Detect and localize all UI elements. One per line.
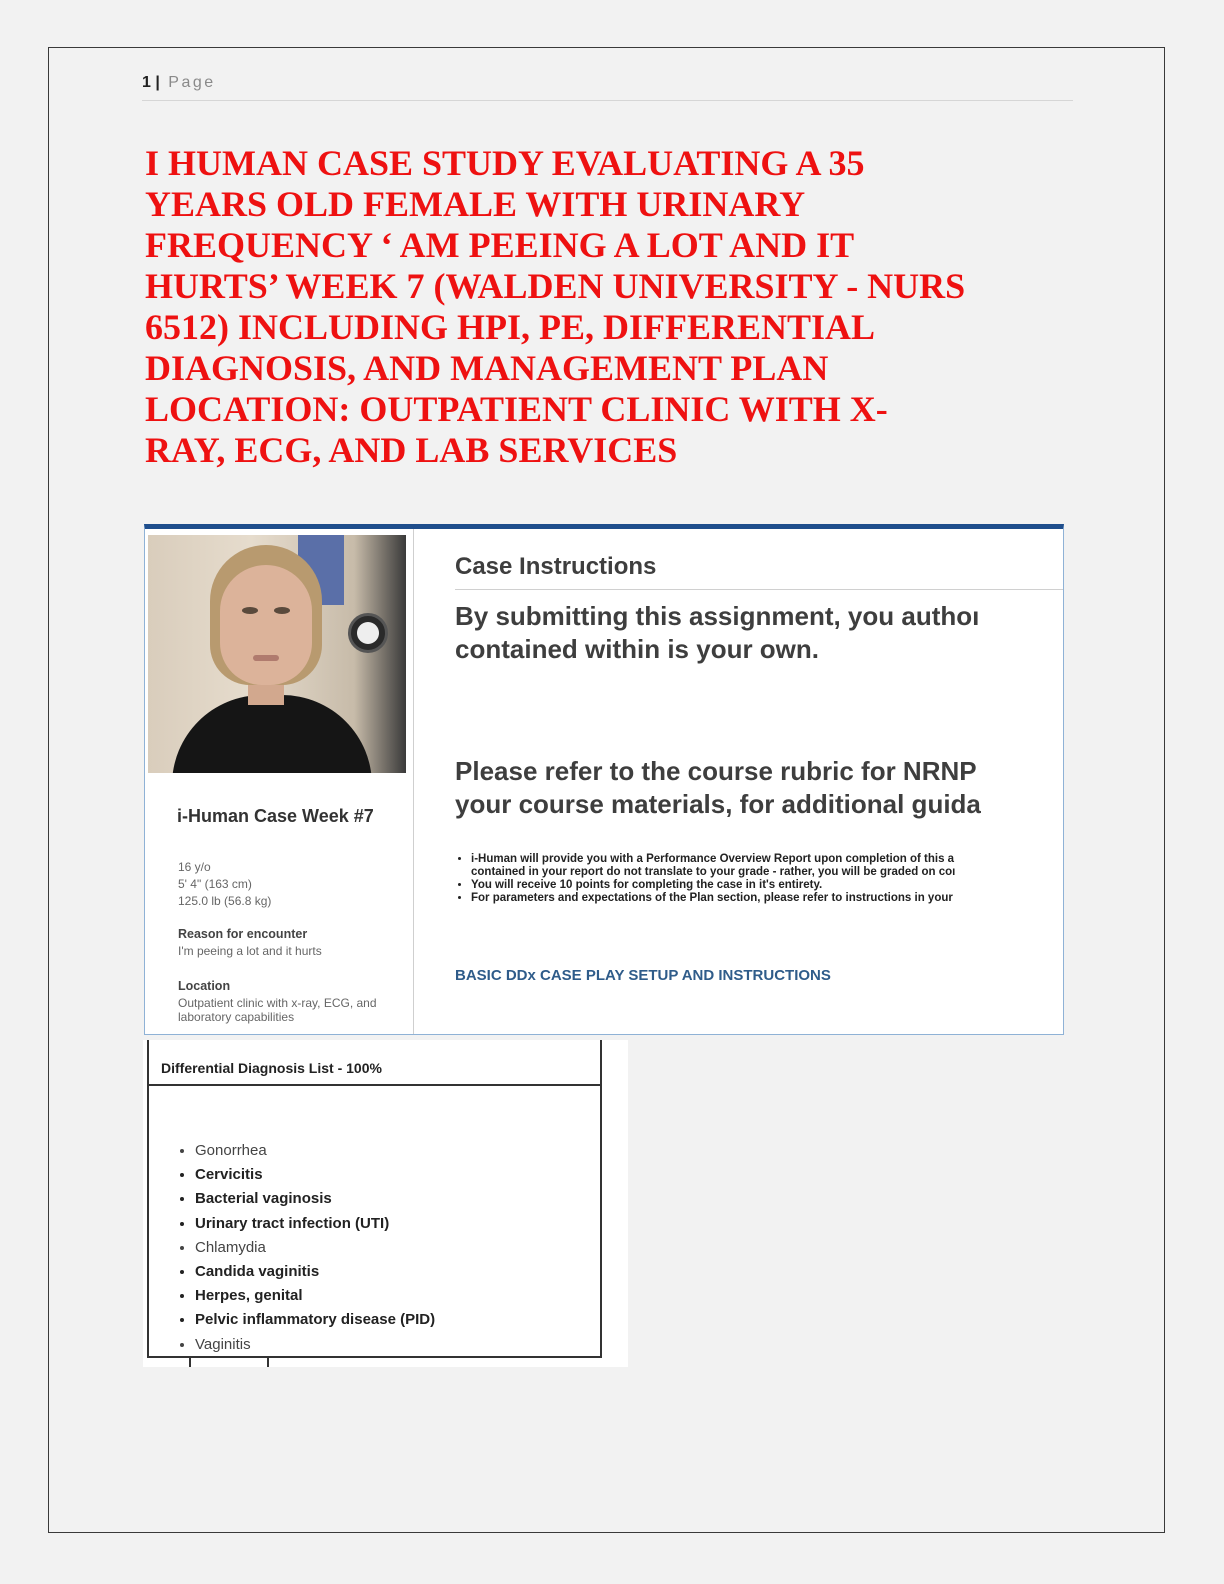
patient-face bbox=[220, 565, 312, 685]
patient-weight: 125.0 lb (56.8 kg) bbox=[178, 894, 272, 908]
title-line: LOCATION: OUTPATIENT CLINIC WITH X- bbox=[145, 389, 888, 429]
instruction-bullet: • You will receive 10 points for completing the case in it's entirety. bbox=[471, 879, 1064, 892]
reason-label: Reason for encounter bbox=[178, 927, 308, 941]
title-line: RAY, ECG, AND LAB SERVICES bbox=[145, 430, 678, 470]
instruction-bullets bbox=[455, 853, 1064, 905]
patient-mouth bbox=[253, 655, 279, 661]
instructions-title: Case Instructions bbox=[455, 553, 657, 580]
table-divider-tick bbox=[189, 1358, 191, 1367]
title-line: DIAGNOSIS, AND MANAGEMENT PLAN bbox=[145, 348, 829, 388]
reason-value: I'm peeing a lot and it hurts bbox=[178, 944, 322, 958]
title-line: 6512) INCLUDING HPI, PE, DIFFERENTIAL bbox=[145, 307, 876, 347]
page-header bbox=[142, 74, 1073, 101]
ddx-item: • Chlamydia bbox=[195, 1236, 435, 1260]
patient-eye-left bbox=[242, 607, 258, 614]
page-separator: | bbox=[155, 74, 160, 91]
patient-panel bbox=[145, 529, 414, 1035]
instructions-divider bbox=[455, 589, 1064, 590]
patient-eye-right bbox=[274, 607, 290, 614]
patient-stats bbox=[178, 859, 271, 910]
patient-shirt bbox=[172, 695, 372, 773]
instructions-panel bbox=[414, 529, 1064, 1035]
blood-pressure-gauge-icon bbox=[348, 613, 388, 653]
ddx-list bbox=[169, 1139, 435, 1357]
submit-statement-line: contained within is your own. bbox=[455, 634, 820, 664]
instruction-bullet: • For parameters and expectations of the Plan section, please refer to instructions in your bbox=[471, 892, 1064, 905]
title-line: FREQUENCY ‘ AM PEEING A LOT AND IT bbox=[145, 225, 855, 265]
differential-diagnosis-panel bbox=[143, 1040, 628, 1367]
patient-height: 5' 4" (163 cm) bbox=[178, 877, 252, 891]
case-screenshot bbox=[144, 524, 1064, 1035]
title-line: YEARS OLD FEMALE WITH URINARY bbox=[145, 184, 806, 224]
rubric-statement-line: your course materials, for additional guida bbox=[455, 789, 981, 819]
submit-statement-line: By submitting this assignment, you authoı bbox=[455, 601, 980, 631]
ddx-item: • Gonorrhea bbox=[195, 1139, 435, 1163]
patient-photo bbox=[148, 535, 406, 773]
ddx-item: • Vaginitis bbox=[195, 1333, 435, 1357]
location-label: Location bbox=[178, 979, 231, 993]
instruction-bullet: • i-Human will provide you with a Performance Overview Report upon completion of this a bbox=[471, 853, 1064, 866]
ddx-item: • Cervicitis bbox=[195, 1163, 435, 1187]
title-line: I HUMAN CASE STUDY EVALUATING A 35 bbox=[145, 143, 865, 183]
ddx-heading: Differential Diagnosis List - 100% bbox=[149, 1040, 600, 1086]
instruction-bullet: contained in your report do not translate to your grade - rather, you will be graded on coı bbox=[471, 866, 956, 878]
ddx-item: • Urinary tract infection (UTI) bbox=[195, 1212, 435, 1236]
title-line: HURTS’ WEEK 7 (WALDEN UNIVERSITY - NURS bbox=[145, 266, 966, 306]
ddx-item: • Candida vaginitis bbox=[195, 1260, 435, 1284]
case-name: i-Human Case Week #7 bbox=[177, 806, 374, 826]
table-divider-tick bbox=[267, 1358, 269, 1367]
ddx-item: • Herpes, genital bbox=[195, 1284, 435, 1308]
patient-age: 16 y/o bbox=[178, 860, 211, 874]
ddx-item: • Pelvic inflammatory disease (PID) bbox=[195, 1308, 435, 1332]
page-word: Page bbox=[168, 74, 216, 91]
page-number: 1 bbox=[142, 74, 151, 91]
setup-instructions-link[interactable]: BASIC DDx CASE PLAY SETUP AND INSTRUCTIONS bbox=[455, 967, 831, 984]
location-value: Outpatient clinic with x-ray, ECG, and laboratory capabilities bbox=[178, 996, 377, 1024]
document-title bbox=[145, 143, 1075, 471]
rubric-statement-line: Please refer to the course rubric for NRNP bbox=[455, 756, 977, 786]
ddx-item: • Bacterial vaginosis bbox=[195, 1187, 435, 1211]
